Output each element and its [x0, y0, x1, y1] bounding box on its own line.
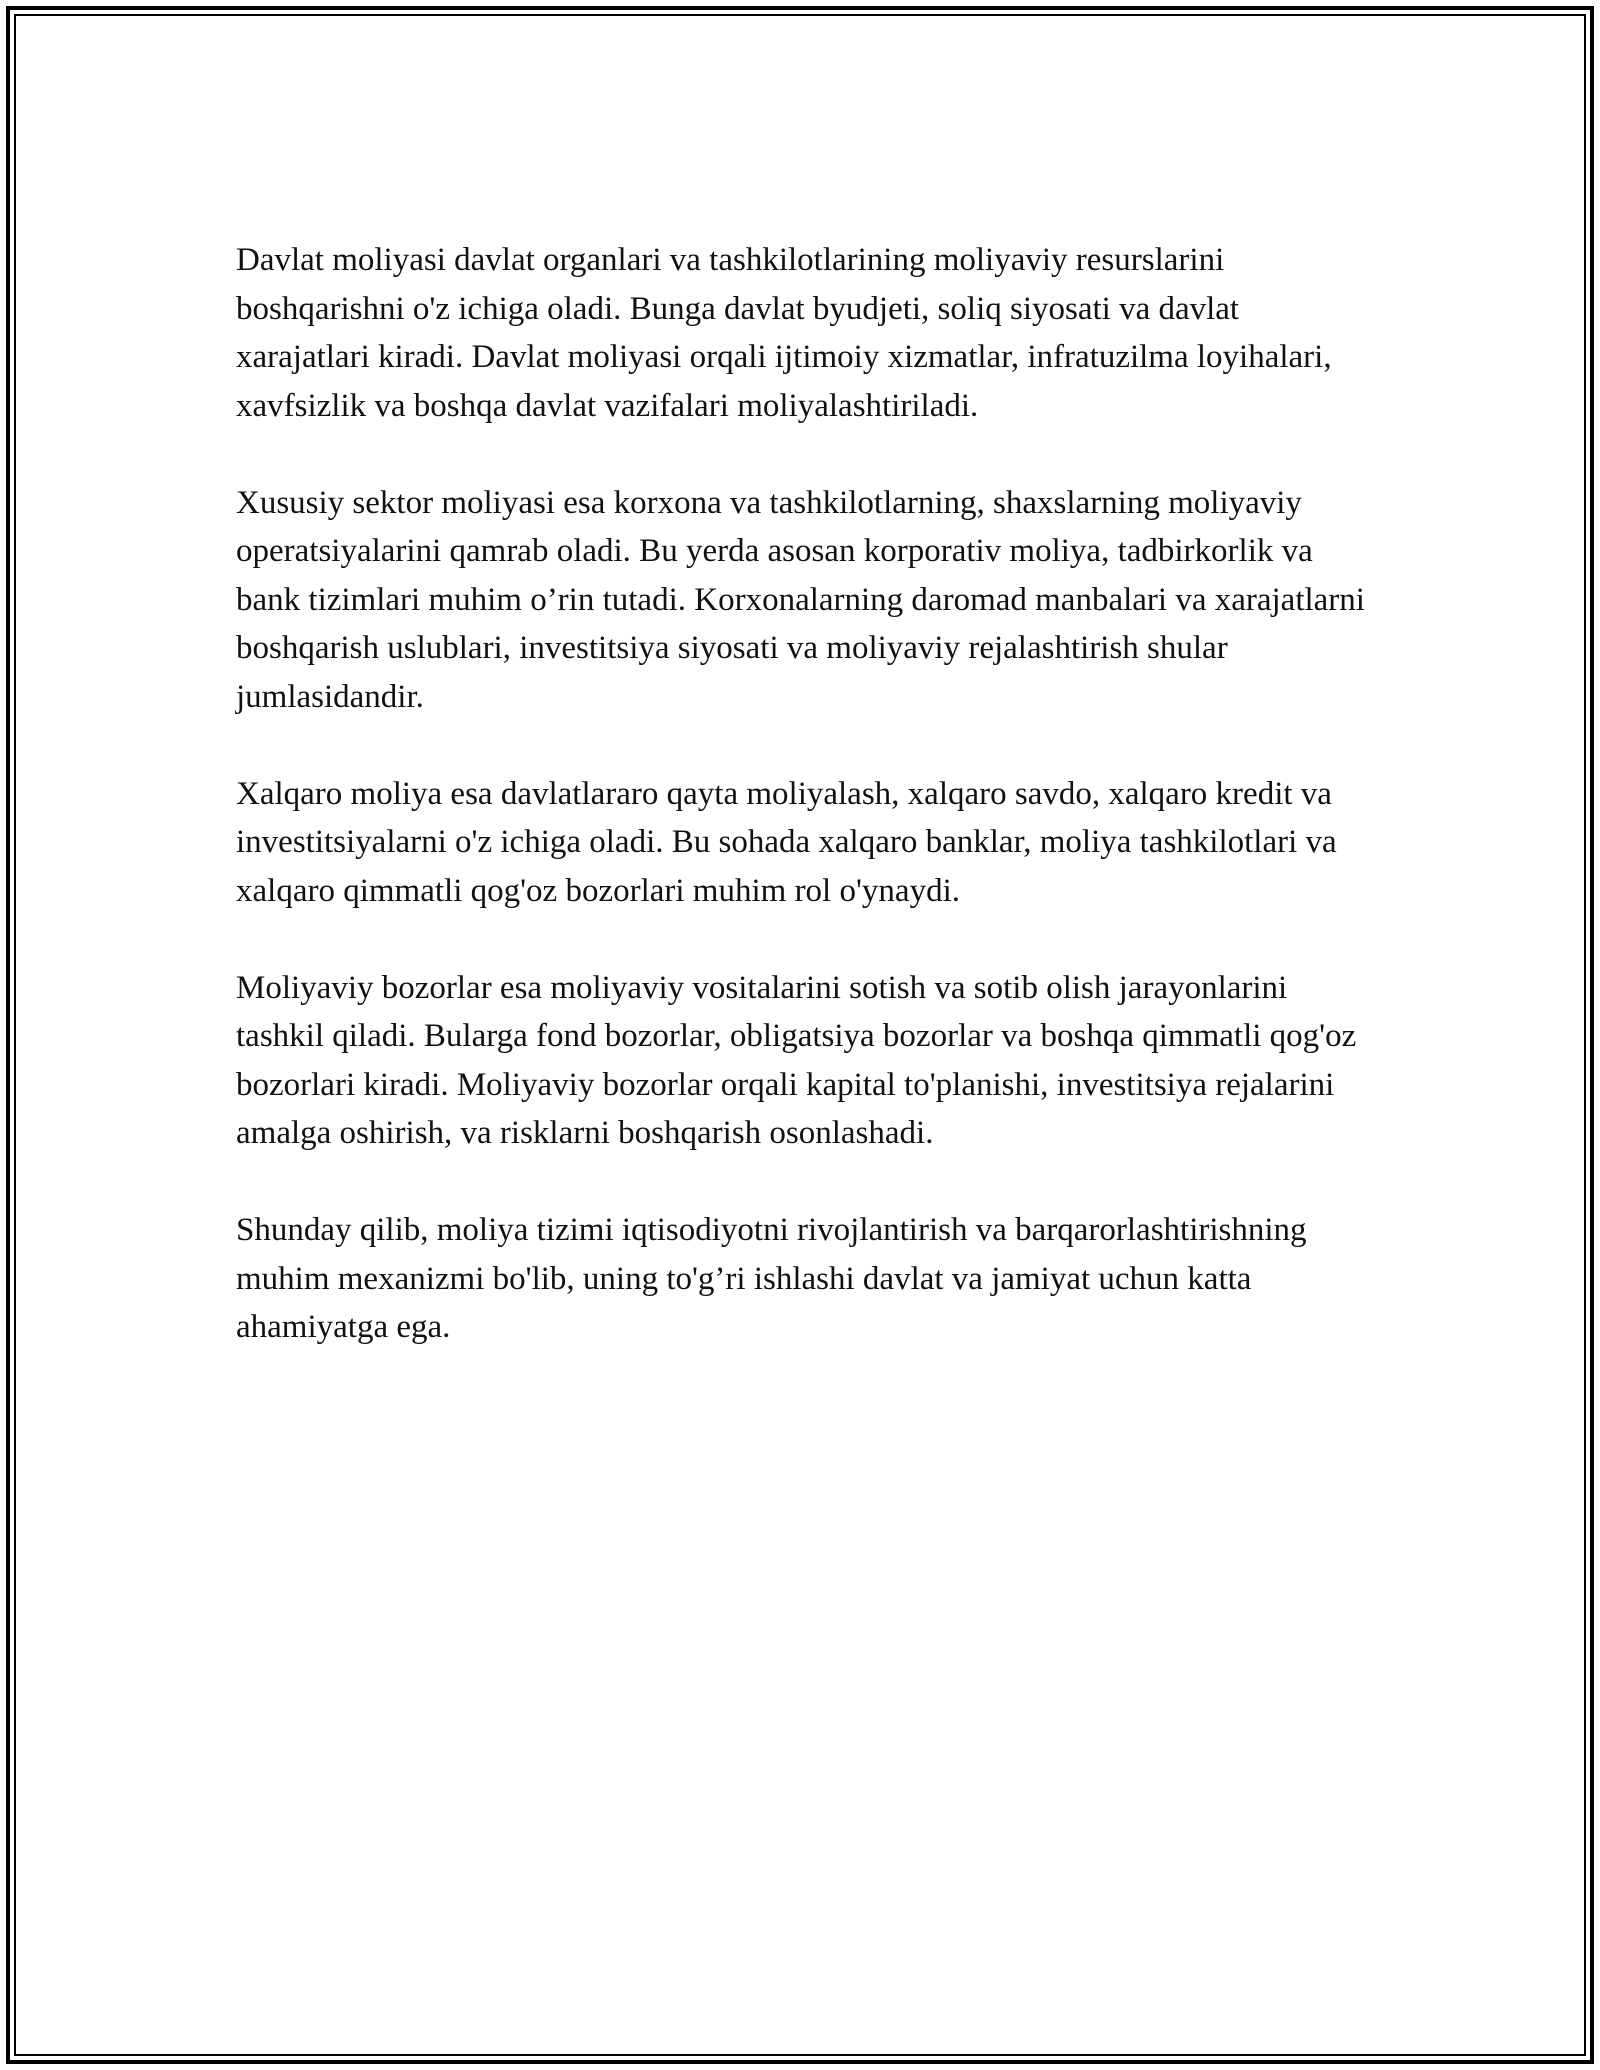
paragraph-international-finance: Xalqaro moliya esa davlatlararo qayta moliyalash, xalqaro savdo, xalqaro kredit va investitsiyalarni o'z ichiga oladi. Bu sohada xalqaro banklar, moliya tashkilotlari va xalqaro qimmatli qog'oz bozorlari muhim rol o'ynaydi. [236, 775, 1337, 909]
paragraph-financial-markets: Moliyaviy bozorlar esa moliyaviy vositalarini sotish va sotib olish jarayonlarini tashkil qiladi. Bularga fond bozorlar, obligatsiya bozorlar va boshqa qimmatli qog'oz bozorlari kiradi. Moliyaviy bozorlar orqali kapital to'planishi, investitsiya rejalarini amalga oshirish, va risklarni boshqarish osonlashadi. [236, 969, 1357, 1151]
paragraph-private-sector-finance: Xususiy sektor moliyasi esa korxona va tashkilotlarning, shaxslarning moliyaviy operatsiyalarini qamrab oladi. Bu yerda asosan korporativ moliya, tadbirkorlik va bank tizimlari muhim o’rin tutadi. Korxonalarning daromad manbalari va xarajatlarni boshqarish uslublari, investitsiya siyosati va moliyaviy rejalashtirish shular jumlasidandir. [236, 484, 1365, 715]
document-body [236, 236, 1366, 1400]
paragraph-conclusion: Shunday qilib, moliya tizimi iqtisodiyotni rivojlantirish va barqarorlashtirishning muhim mexanizmi bo'lib, uning to'g’ri ishlashi davlat va jamiyat uchun katta ahamiyatga ega. [236, 1212, 1307, 1345]
paragraph-public-finance: Davlat moliyasi davlat organlari va tashkilotlarining moliyaviy resurslarini boshqarishni o'z ichiga oladi. Bunga davlat byudjeti, soliq siyosati va davlat xarajatlari kiradi. Davlat moliyasi orqali ijtimoiy xizmatlar, infratuzilma loyihalari, xavfsizlik va boshqa davlat vazifalari moliyalashtiriladi. [236, 242, 1332, 424]
